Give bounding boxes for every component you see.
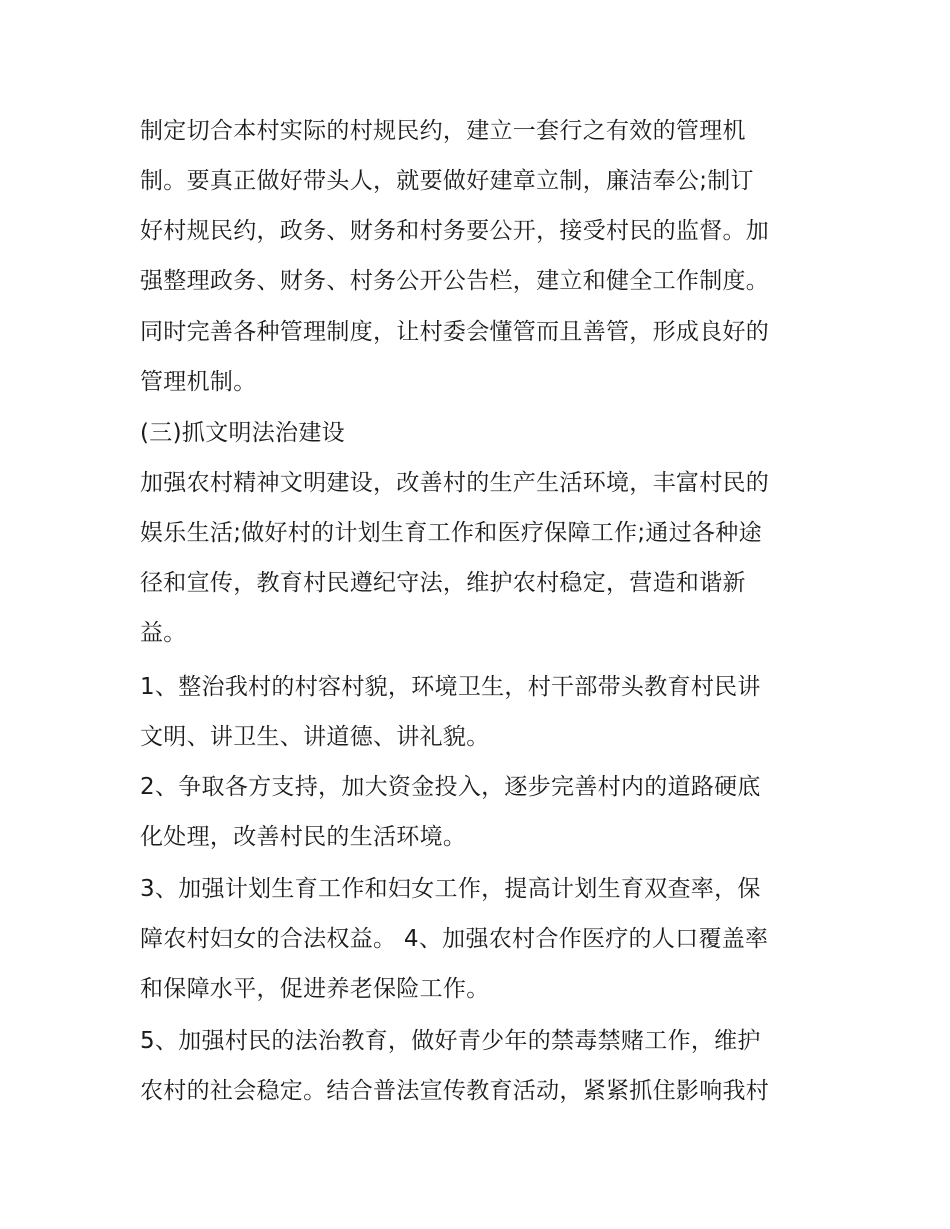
text-line: 制定切合本村实际的村规民约，建立一套行之有效的管理机	[140, 118, 746, 144]
section-heading: (三)抓文明法治建设	[140, 420, 345, 446]
text-line: 文明、讲卫生、讲道德、讲礼貌。	[140, 724, 490, 750]
text-line: 娱乐生活;做好村的计划生育工作和医疗保障工作;通过各种途	[140, 520, 762, 546]
list-item: 障农村妇女的合法权益。 4、加强农村合作医疗的人口覆盖率	[140, 926, 769, 952]
text-line: 强整理政务、财务、村务公开公告栏，建立和健全工作制度。	[140, 268, 770, 294]
text-line: 管理机制。	[140, 369, 257, 395]
text-line: 加强农村精神文明建设，改善村的生产生活环境，丰富村民的	[140, 470, 770, 496]
list-item: 3、加强计划生育工作和妇女工作，提高计划生育双查率，保	[140, 876, 761, 902]
list-item: 2、争取各方支持，加大资金投入，逐步完善村内的道路硬底	[140, 774, 761, 800]
text-line: 同时完善各种管理制度，让村委会懂管而且善管，形成良好的	[140, 319, 770, 345]
text-line: 化处理，改善村民的生活环境。	[140, 824, 467, 850]
list-item: 5、加强村民的法治教育，做好青少年的禁毒禁赌工作，维护	[140, 1028, 761, 1054]
text-line: 好村规民约，政务、财务和村务要公开，接受村民的监督。加	[140, 218, 770, 244]
text-line: 农村的社会稳定。结合普法宣传教育活动，紧紧抓住影响我村	[140, 1078, 770, 1104]
list-item: 1、整治我村的村容村貌，环境卫生，村干部带头教育村民讲	[140, 674, 761, 700]
text-line: 和保障水平，促进养老保险工作。	[140, 976, 490, 1002]
text-line: 径和宣传，教育村民遵纪守法，维护农村稳定，营造和谐新	[140, 570, 746, 596]
text-line: 制。要真正做好带头人，就要做好建章立制，廉洁奉公;制订	[140, 168, 754, 194]
text-line: 益。	[140, 620, 187, 646]
